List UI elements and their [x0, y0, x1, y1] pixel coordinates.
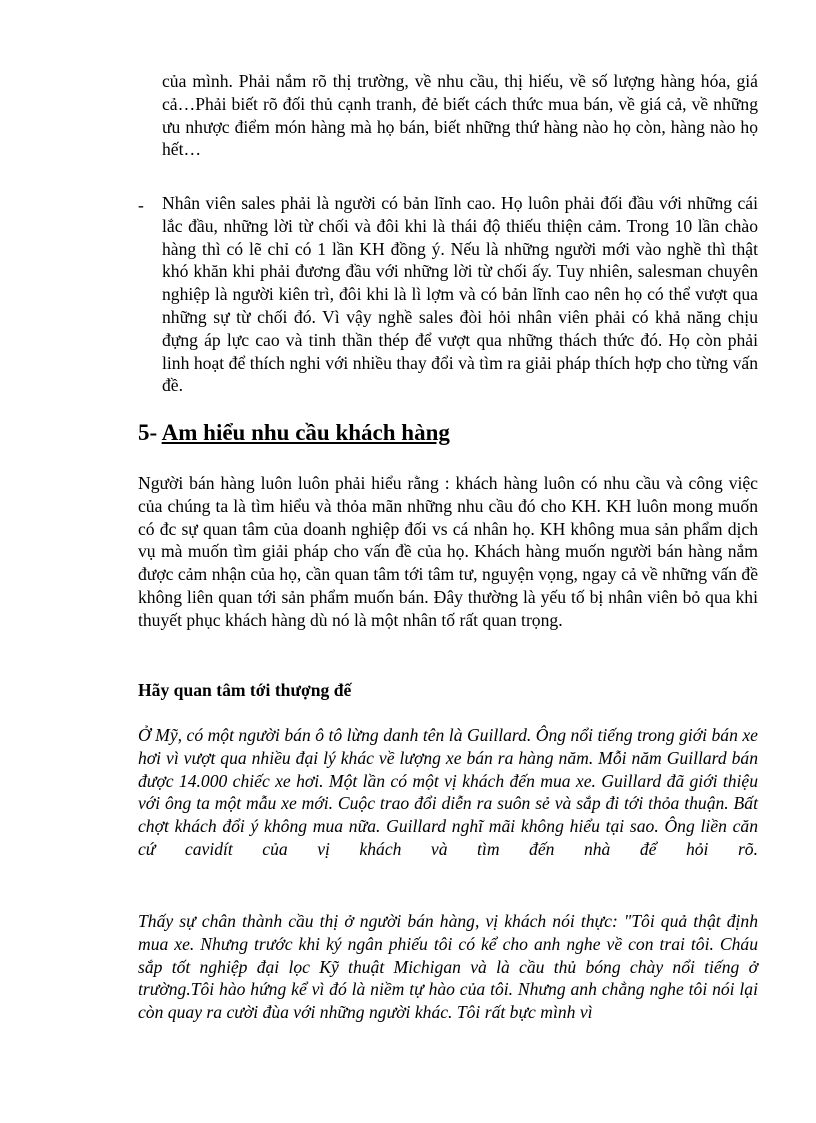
paragraph-customer-quote: Thấy sự chân thành cầu thị ở người bán hàng, vị khách nói thực: "Tôi quả thật định mua xe. Nhưng trước khi ký ngân phiếu tôi có kể cho anh nghe về con trai tôi. Cháu sắp tốt nghiệp đại lọc Kỹ thuật Michigan và là cầu thủ bóng chày nổi tiếng ở trường.Tôi hào hứng kể vì đó là niềm tự hào của tôi. Nhưng anh chẳng nghe tôi nói lại còn quay ra cười đùa với những người khác. Tôi rất bực mình vì [138, 911, 758, 1023]
paragraph-market-knowledge: của mình. Phải nắm rõ thị trường, về nhu cầu, thị hiếu, về số lượng hàng hóa, giá cả…Phải biết rõ đối thủ cạnh tranh, đẻ biết cách thức mua bán, về giá cả, về những ưu nhược điểm món hàng mà họ bán, biết những thứ hàng nào họ còn, hàng nào họ hết… [162, 71, 758, 160]
subheading: Hãy quan tâm tới thượng đế [138, 680, 352, 700]
paragraph-sales-resilience: Nhân viên sales phải là người có bản lĩnh cao. Họ luôn phải đối đầu với những cái lắc đầu, những lời từ chối và đôi khi là thái độ thiếu thiện cảm. Trong 10 lần chào hàng thì có lẽ chỉ có 1 lần KH đồng ý. Nếu là những người mới vào nghề thì thật khó khăn khi phải đương đầu với những lời từ chối ấy. Tuy nhiên, salesman chuyên nghiệp là người kiên trì, đôi khi là lì lợm và có bản lĩnh cao nên họ có thể vượt qua những sự từ chối đó. Vì vậy nghề sales đòi hỏi nhân viên phải có khả năng chịu đựng áp lực cao và tinh thần thép để vượt qua những thách thức đó. Họ còn phải linh hoạt để thích nghi với nhiều thay đổi và tìm ra giải pháp thích hợp cho từng vấn đề. [162, 193, 758, 396]
bullet-dash: - [138, 195, 144, 215]
paragraph-customer-needs: Người bán hàng luôn luôn phải hiểu rằng : khách hàng luôn có nhu cầu và công việc của chúng ta là tìm hiểu và thỏa mãn những nhu cầu đó cho KH. KH luôn mong muốn có đc sự quan tâm của doanh nghiệp đối vs cá nhân họ. KH không mua sản phẩm dịch vụ mà muốn tìm giải pháp cho vấn đề của họ. Khách hàng muốn người bán hàng nắm được cảm nhận của họ, cần quan tâm tới tâm tư, nguyện vọng, ngay cả về những vấn đề không liên quan tới sản phẩm muốn bán. Đây thường là yếu tố bị nhân viên bỏ qua khi thuyết phục khách hàng dù nó là một nhân tố rất quan trọng. [138, 473, 758, 630]
section-heading [138, 420, 450, 446]
heading-number: 5- [138, 420, 162, 445]
heading-title: Am hiểu nhu cầu khách hàng [161, 420, 450, 445]
paragraph-guillard-story: Ở Mỹ, có một người bán ô tô lừng danh tên là Guillard. Ông nổi tiếng trong giới bán xe hơi vì vượt qua nhiều đại lý khác về lượng xe bán ra hàng năm. Mỗi năm Guillard bán được 14.000 chiếc xe hơi. Một lần có một vị khách đến mua xe. Guillard đã giới thiệu với ông ta một mẫu xe mới. Cuộc trao đổi diễn ra suôn sẻ và sắp đi tới thỏa thuận. Bất chợt khách đổi ý không mua nữa. Guillard nghĩ mãi không hiểu tại sao. Ông liền căn cứ cavidít của vị khách và tìm đến nhà để hỏi rõ. [138, 725, 758, 859]
